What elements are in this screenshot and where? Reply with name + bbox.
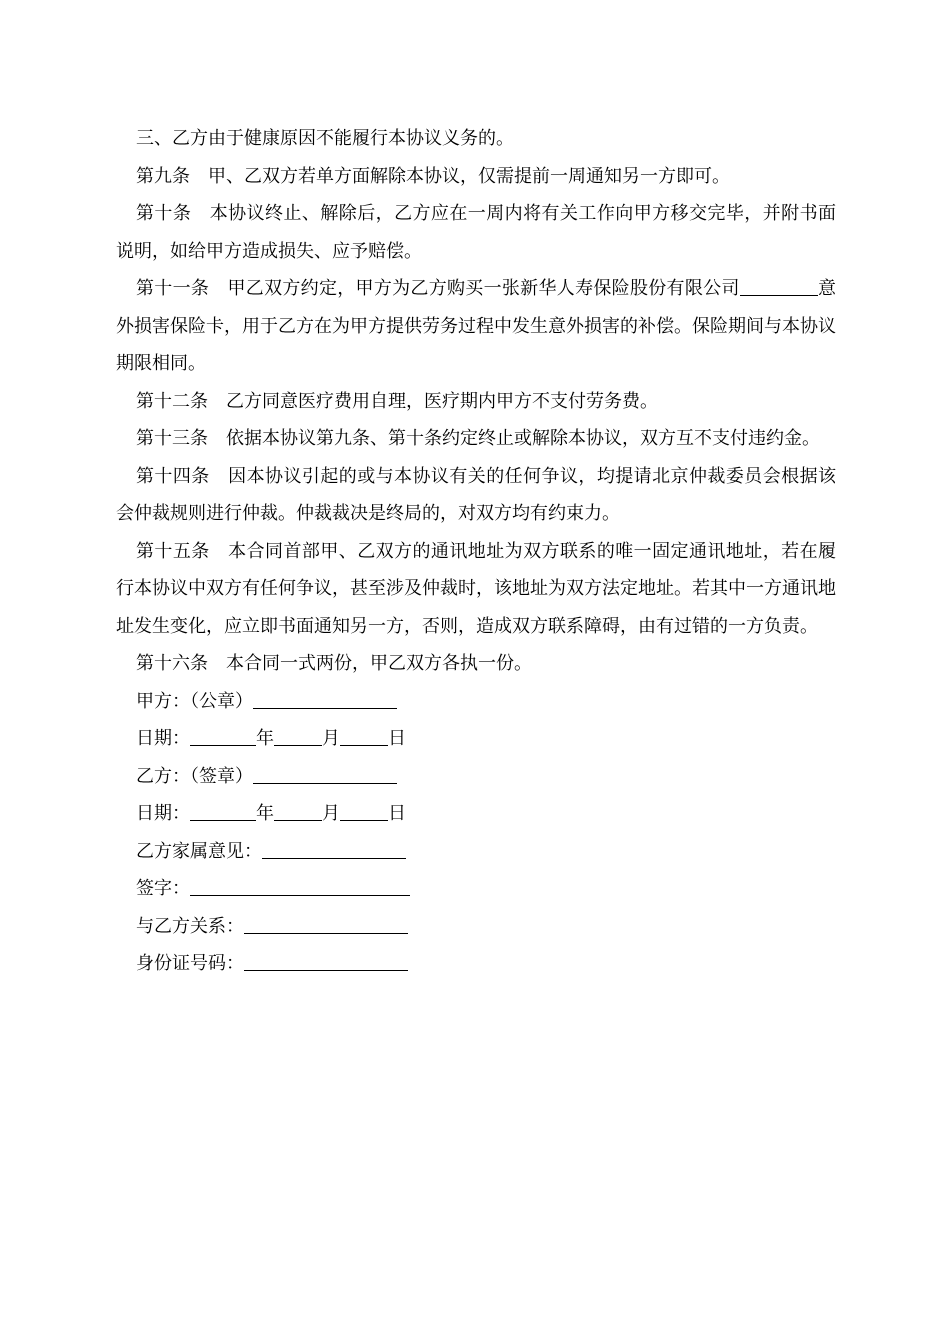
family-sign-field: [116, 870, 836, 908]
year-unit: 年: [256, 728, 274, 749]
id-number-line[interactable]: [244, 954, 408, 971]
date-label: 日期：: [136, 803, 190, 824]
party-b-year-line[interactable]: [190, 804, 256, 821]
article-11-text-before: 甲乙双方约定，甲方为乙方购买一张新华人寿保险股份有限公司: [227, 278, 740, 299]
article-12: [116, 383, 836, 421]
article-16: [116, 645, 836, 683]
article-9-text: 甲、乙双方若单方面解除本协议，仅需提前一周通知另一方即可。: [208, 165, 730, 187]
month-unit: 月: [322, 803, 340, 824]
party-a-day-line[interactable]: [340, 729, 388, 746]
article-16-text: 本合同一式两份，甲乙双方各执一份。: [226, 653, 532, 674]
article-15-title: 第十五条: [136, 540, 210, 562]
article-15-text: 本合同首部甲、乙双方的通讯地址为双方联系的唯一固定通讯地址，若在履行本协议中双方有任何争议，甚至涉及仲裁时，该地址为双方法定地址。若其中一方通讯地址发生变化，应立即书面通知另一方，否则，造成双方联系障碍，由有过错的一方负责。: [116, 540, 837, 637]
family-opinion-label: 乙方家属意见：: [136, 840, 262, 862]
contract-page: [116, 120, 836, 983]
id-number-field: [116, 945, 836, 983]
date-label: 日期：: [136, 728, 190, 749]
relation-label: 与乙方关系：: [136, 915, 244, 937]
day-unit: 日: [388, 803, 406, 824]
article-13: [116, 420, 836, 458]
id-number-label: 身份证号码：: [136, 953, 244, 974]
article-16-title: 第十六条: [136, 653, 208, 674]
party-b-month-line[interactable]: [274, 804, 322, 821]
party-b-label: 乙方：（签章）: [136, 765, 253, 787]
clause-health-text: 三、乙方由于健康原因不能履行本协议义务的。: [136, 128, 514, 149]
article-12-title: 第十二条: [136, 390, 208, 412]
party-b-sign-field: [116, 758, 836, 796]
year-unit: 年: [256, 803, 274, 824]
article-14: [116, 458, 836, 533]
family-sign-line[interactable]: [190, 879, 410, 896]
article-13-title: 第十三条: [136, 428, 208, 449]
article-12-text: 乙方同意医疗费用自理，医疗期内甲方不支付劳务费。: [226, 390, 658, 412]
party-a-year-line[interactable]: [190, 729, 256, 746]
party-b-day-line[interactable]: [340, 804, 388, 821]
article-11: [116, 270, 836, 383]
party-b-sign-line[interactable]: [253, 767, 397, 784]
article-14-text: 因本协议引起的或与本协议有关的任何争议，均提请北京仲裁委员会根据该会仲裁规则进行仲裁。仲裁裁决是终局的，对双方均有约束力。: [116, 465, 837, 524]
party-a-label: 甲方：（公章）: [136, 690, 253, 712]
clause-health: [116, 120, 836, 158]
article-9: [116, 158, 836, 196]
party-a-date-field: [116, 720, 836, 758]
relation-field: [116, 908, 836, 946]
day-unit: 日: [388, 728, 406, 749]
month-unit: 月: [322, 728, 340, 749]
article-10-text: 本协议终止、解除后，乙方应在一周内将有关工作向甲方移交完毕，并附书面说明，如给甲方造成损失、应予赔偿。: [116, 203, 837, 262]
relation-line[interactable]: [244, 917, 408, 934]
party-a-month-line[interactable]: [274, 729, 322, 746]
family-opinion-field: [116, 833, 836, 871]
article-11-title: 第十一条: [136, 278, 210, 299]
sign-label: 签字：: [136, 878, 190, 899]
party-b-date-field: [116, 795, 836, 833]
party-a-seal-field: [116, 683, 836, 721]
party-a-seal-line[interactable]: [253, 692, 397, 709]
family-opinion-line[interactable]: [262, 842, 406, 859]
article-10-title: 第十条: [136, 203, 192, 224]
article-9-title: 第九条: [136, 165, 190, 187]
article-14-title: 第十四条: [136, 465, 210, 487]
insurance-blank-line-2: [802, 279, 818, 296]
article-15: [116, 533, 836, 646]
insurance-blank-line-1: [740, 279, 802, 296]
article-13-text: 依据本协议第九条、第十条约定终止或解除本协议，双方互不支付违约金。: [226, 428, 820, 449]
article-11-text-after: 意外损害保险卡，用于乙方在为甲方提供劳务过程中发生意外损害的补偿。保险期间与本协议期限相同。: [116, 278, 837, 374]
article-10: [116, 195, 836, 270]
